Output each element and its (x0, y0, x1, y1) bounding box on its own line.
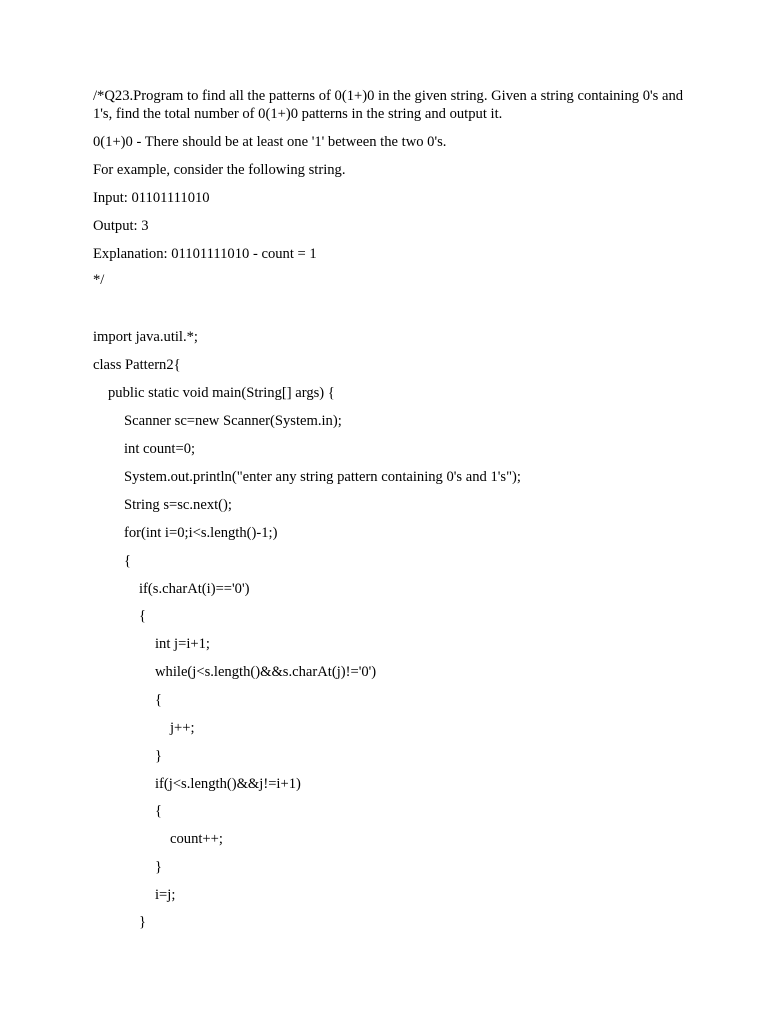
code-if-open-brace: { (139, 608, 147, 624)
code-if-check-close-brace: } (155, 859, 163, 875)
code-while-line: while(j<s.length()&&s.charAt(j)!='0') (155, 664, 377, 680)
code-import-line: import java.util.*; (93, 329, 198, 345)
code-read-line: String s=sc.next(); (124, 497, 232, 513)
code-for-line: for(int i=0;i<s.length()-1;) (124, 525, 278, 541)
code-j-inc-line: j++; (170, 720, 195, 736)
code-assign-i-line: i=j; (155, 887, 176, 903)
code-if-zero-line: if(s.charAt(i)=='0') (139, 581, 250, 597)
code-main-line: public static void main(String[] args) { (108, 385, 335, 401)
code-if-check-open-brace: { (155, 803, 163, 819)
explanation-text: Explanation: 01101111010 - count = 1 (93, 246, 317, 262)
code-while-open-brace: { (155, 692, 163, 708)
code-while-close-brace: } (155, 748, 163, 764)
output-text: Output: 3 (93, 218, 149, 234)
problem-title-text: /*Q23.Program to find all the patterns of 0(1+)0 in the given string. Given a string containing 0's and 1's, find the total number of 0(1+)0 patterns in the string and output it. (93, 88, 684, 122)
code-if-close-brace: } (139, 914, 147, 930)
code-count-init-line: int count=0; (124, 441, 196, 457)
comment-close: */ (93, 272, 105, 288)
rule-text: 0(1+)0 - There should be at least one '1' between the two 0's. (93, 134, 447, 150)
code-class-line: class Pattern2{ (93, 357, 181, 373)
code-count-inc-line: count++; (170, 831, 223, 847)
code-if-check-line: if(j<s.length()&&j!=i+1) (155, 776, 301, 792)
code-prompt-line: System.out.println("enter any string pattern containing 0's and 1's"); (124, 469, 521, 485)
code-scanner-line: Scanner sc=new Scanner(System.in); (124, 413, 342, 429)
code-j-init-line: int j=i+1; (155, 636, 210, 652)
code-for-open-brace: { (124, 553, 132, 569)
example-text: For example, consider the following string. (93, 162, 346, 178)
input-text: Input: 01101111010 (93, 190, 210, 206)
problem-statement (93, 87, 693, 123)
